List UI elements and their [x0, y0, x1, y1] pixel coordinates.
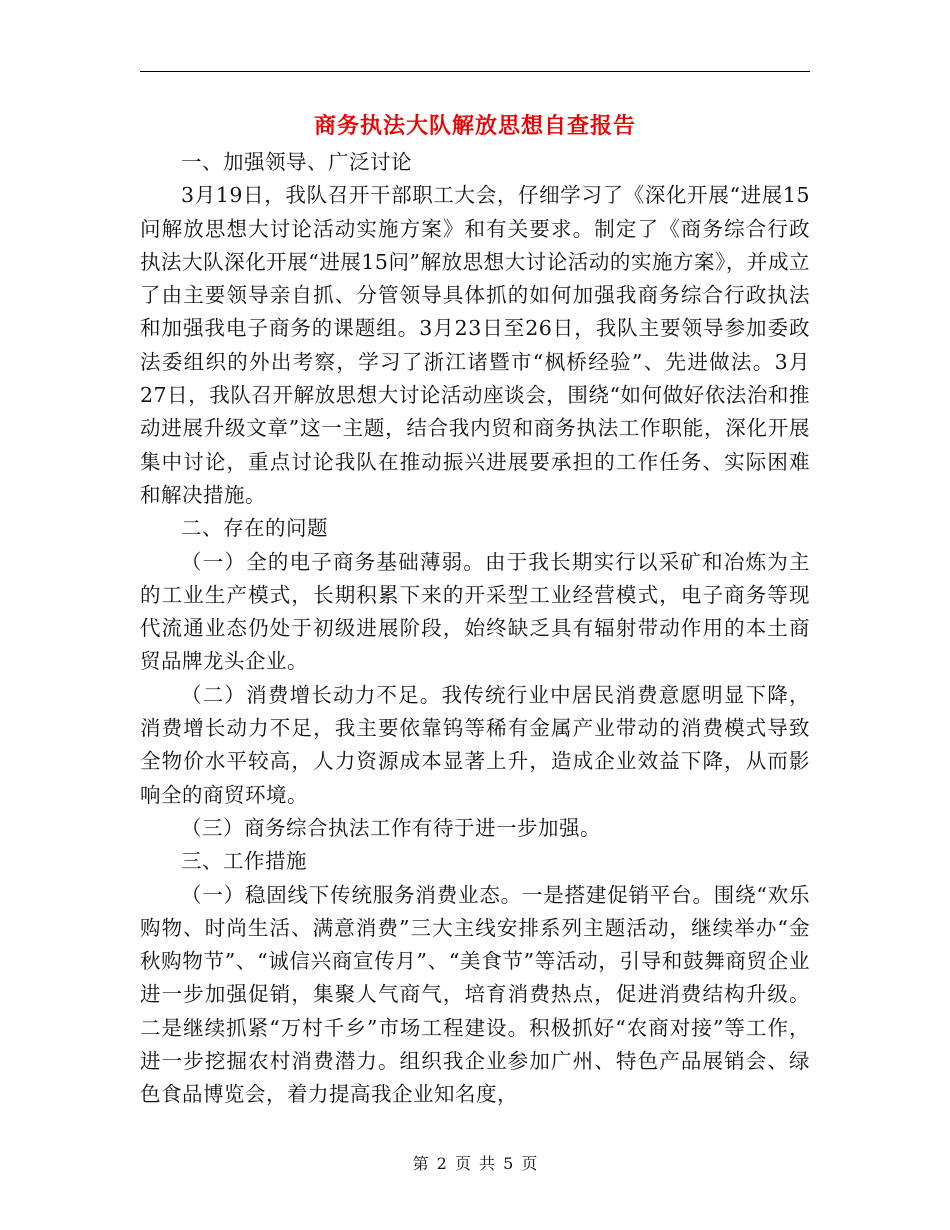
- paragraph-5: （一）稳固线下传统服务消费业态。一是搭建促销平台。围绕“欢乐购物、时尚生活、满意消费”三大主线安排系列主题活动，继续举办“金秋购物节”、“诚信兴商宣传月”、“美食节”等活动，引导和鼓舞商贸企业进一步加强促销，集聚人气商气，培育消费热点，促进消费结构升级。二是继续抓紧“万村千乡”市场工程建设。积极抓好“农商对接”等工作，进一步挖掘农村消费潜力。组织我企业参加广州、特色产品展销会、绿色食品博览会，着力提高我企业知名度，: [140, 882, 810, 1107]
- paragraph-4: （三）商务综合执法工作有待于进一步加强。: [181, 815, 601, 840]
- section-heading-3: 三、工作措施: [181, 849, 307, 874]
- header-rule: [140, 71, 810, 72]
- page-number: 第 2 页 共 5 页: [412, 1154, 538, 1173]
- document-title: 商务执法大队解放思想自查报告: [313, 113, 636, 139]
- paragraph-1: 3月19日，我队召开干部职工大会，仔细学习了《深化开展“进展15问解放思想大讨论活动实施方案》和有关要求。制定了《商务综合行政执法大队深化开展“进展15问”解放思想大讨论活动的实施方案》，并成立了由主要领导亲自抓、分管领导具体抓的如何加强我商务综合行政执法和加强我电子商务的课题组。3月23日至26日，我队主要领导参加委政法委组织的外出考察，学习了浙江诸暨市“枫桥经验”、先进做法。3月27日，我队召开解放思想大讨论活动座谈会，围绕“如何做好依法治和推动进展升级文章”这一主题，结合我内贸和商务执法工作职能，深化开展集中讨论，重点讨论我队在推动振兴进展要承担的工作任务、实际困难和解决措施。: [140, 183, 810, 507]
- document-body: [140, 146, 810, 1112]
- paragraph-3: （二）消费增长动力不足。我传统行业中居民消费意愿明显下降，消费增长动力不足，我主要依靠钨等稀有金属产业带动的消费模式导致全物价水平较高，人力资源成本显著上升，造成企业效益下降，从而影响全的商贸环境。: [140, 682, 810, 807]
- paragraph-2: （一）全的电子商务基础薄弱。由于我长期实行以采矿和冶炼为主的工业生产模式，长期积累下来的开采型工业经营模式，电子商务等现代流通业态仍处于初级进展阶段，始终缺乏具有辐射带动作用的本土商贸品牌龙头企业。: [140, 549, 810, 674]
- section-heading-2: 二、存在的问题: [181, 516, 328, 541]
- section-heading-1: 一、加强领导、广泛讨论: [181, 150, 412, 174]
